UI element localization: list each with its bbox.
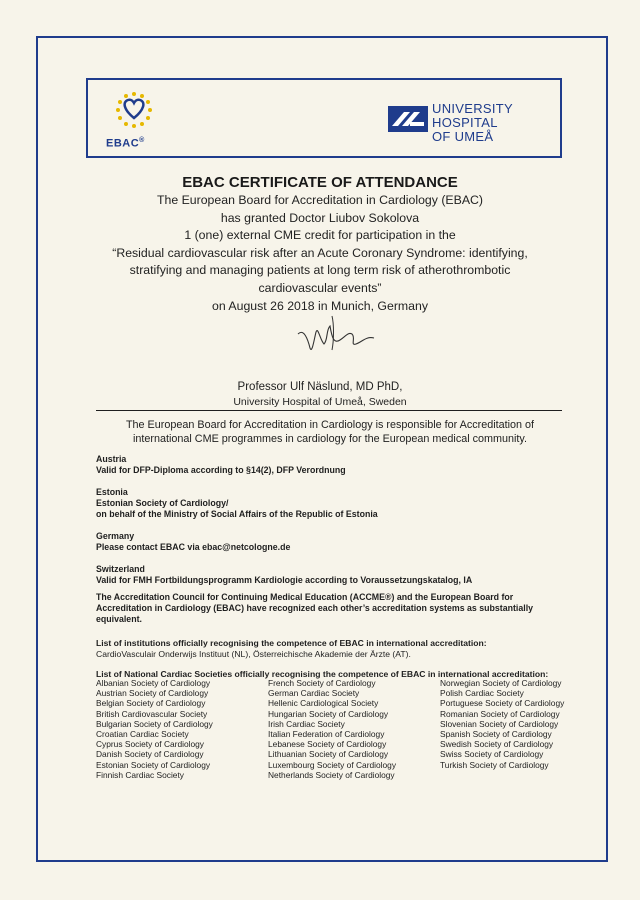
country-text: on behalf of the Ministry of Social Affairs of the Republic of Estonia: [96, 508, 378, 519]
list-item: Swedish Society of Cardiology: [440, 739, 554, 750]
body-line: The European Board for Accreditation in Cardiology (EBAC): [156, 193, 484, 207]
country-text: Valid for FMH Fortbildungsprogramm Kardiologie according to Voraussetzungskatalog, IA: [96, 574, 473, 585]
societies-heading: List of National Cardiac Societies officially recognising the competence of EBAC in international accreditation:: [96, 669, 549, 679]
body-line: 1 (one) external CME credit for participation in the: [184, 228, 456, 243]
list-item: Estonian Society of Cardiology: [96, 759, 211, 770]
country-name: Austria: [96, 454, 127, 464]
university-line-1: UNIVERSITY HOSPITAL: [432, 101, 513, 130]
country-text: Please contact EBAC via ebac@netcologne.de: [96, 541, 291, 552]
list-item: French Society of Cardiology: [268, 678, 376, 688]
body-line: “Residual cardiovascular risk after an Acute Coronary Syndrome: identifying,: [112, 245, 528, 260]
country-block-estonia: [96, 487, 566, 519]
list-item: German Cardiac Society: [268, 688, 360, 699]
institutions-heading: List of institutions officially recognising the competence of EBAC in international accreditation:: [96, 638, 487, 648]
country-block-switzerland: [96, 564, 566, 586]
list-item: Croatian Cardiac Society: [96, 729, 189, 740]
body-line: stratifying and managing patients at long term risk of atherothrombotic: [129, 263, 511, 278]
list-item: Austrian Society of Cardiology: [96, 688, 209, 699]
list-item: Spanish Society of Cardiology: [440, 729, 552, 740]
country-block-germany: [96, 531, 566, 553]
intro-paragraph: The European Board for Accreditation in Cardiology is responsible for Accreditation of international CME programmes in cardiology for the European medical community.: [125, 419, 535, 445]
institutions-block: [96, 638, 566, 659]
ebac-label: EBAC®: [106, 137, 145, 150]
country-name: Switzerland: [96, 564, 145, 574]
list-item: Lebanese Society of Cardiology: [268, 739, 387, 750]
body-line: on August 26 2018 in Munich, Germany: [211, 298, 428, 313]
list-item: Slovenian Society of Cardiology: [440, 718, 559, 729]
country-text: Valid for DFP-Diploma according to §14(2), DFP Verordnung: [96, 464, 346, 475]
societies-column-2: [268, 678, 438, 780]
certificate-body: [100, 192, 540, 315]
university-hospital-name: [432, 102, 560, 144]
body-line: has granted Doctor Liubov Sokolova: [220, 210, 420, 225]
university-hospital-logo-icon: [388, 106, 428, 132]
list-item: Cyprus Society of Cardiology: [96, 739, 204, 750]
university-line-2: OF UMEÅ: [432, 129, 494, 144]
country-block-austria: [96, 454, 566, 476]
list-item: Hellenic Cardiological Society: [268, 698, 379, 709]
signer-affiliation: University Hospital of Umeå, Sweden: [233, 395, 407, 408]
list-item: Albanian Society of Cardiology: [96, 678, 211, 688]
list-item: Irish Cardiac Society: [268, 718, 345, 729]
list-item: Turkish Society of Cardiology: [440, 759, 549, 770]
list-item: Finnish Cardiac Society: [96, 769, 184, 780]
signature: [290, 310, 380, 362]
societies-column-3: [440, 678, 590, 770]
list-item: Hungarian Society of Cardiology: [268, 708, 389, 719]
list-item: Portuguese Society of Cardiology: [440, 698, 565, 709]
certificate-title: EBAC CERTIFICATE OF ATTENDANCE: [182, 174, 458, 191]
country-name: Estonia: [96, 487, 128, 497]
list-item: Swiss Society of Cardiology: [440, 749, 544, 760]
institutions-list: CardioVasculair Onderwijs Instituut (NL), Österreichische Akademie der Ärzte (AT).: [96, 648, 411, 659]
list-item: Polish Cardiac Society: [440, 688, 524, 699]
divider: [96, 410, 562, 411]
list-item: British Cardiovascular Society: [96, 708, 208, 719]
list-item: Romanian Society of Cardiology: [440, 708, 560, 719]
accme-statement: The Accreditation Council for Continuing Medical Education (ACCME®) and the European Board for Accreditation in Cardiology (EBAC) have recognized each other’s accreditation systems as substantially equivalent.: [96, 592, 534, 624]
signer-block: [0, 380, 640, 409]
list-item: Luxembourg Society of Cardiology: [268, 759, 397, 770]
country-text: Estonian Society of Cardiology/: [96, 497, 229, 508]
list-item: Norwegian Society of Cardiology: [440, 678, 562, 688]
list-item: Belgian Society of Cardiology: [96, 698, 206, 709]
list-item: Danish Society of Cardiology: [96, 749, 204, 760]
list-item: Bulgarian Society of Cardiology: [96, 718, 213, 729]
societies-column-1: [96, 678, 266, 780]
country-name: Germany: [96, 531, 135, 541]
list-item: Italian Federation of Cardiology: [268, 729, 385, 740]
header-logos: [86, 78, 562, 158]
list-item: Netherlands Society of Cardiology: [268, 769, 395, 780]
list-item: Lithuanian Society of Cardiology: [268, 749, 389, 760]
body-line: cardiovascular events”: [258, 280, 382, 295]
signer-name: Professor Ulf Näslund, MD PhD,: [237, 381, 403, 393]
